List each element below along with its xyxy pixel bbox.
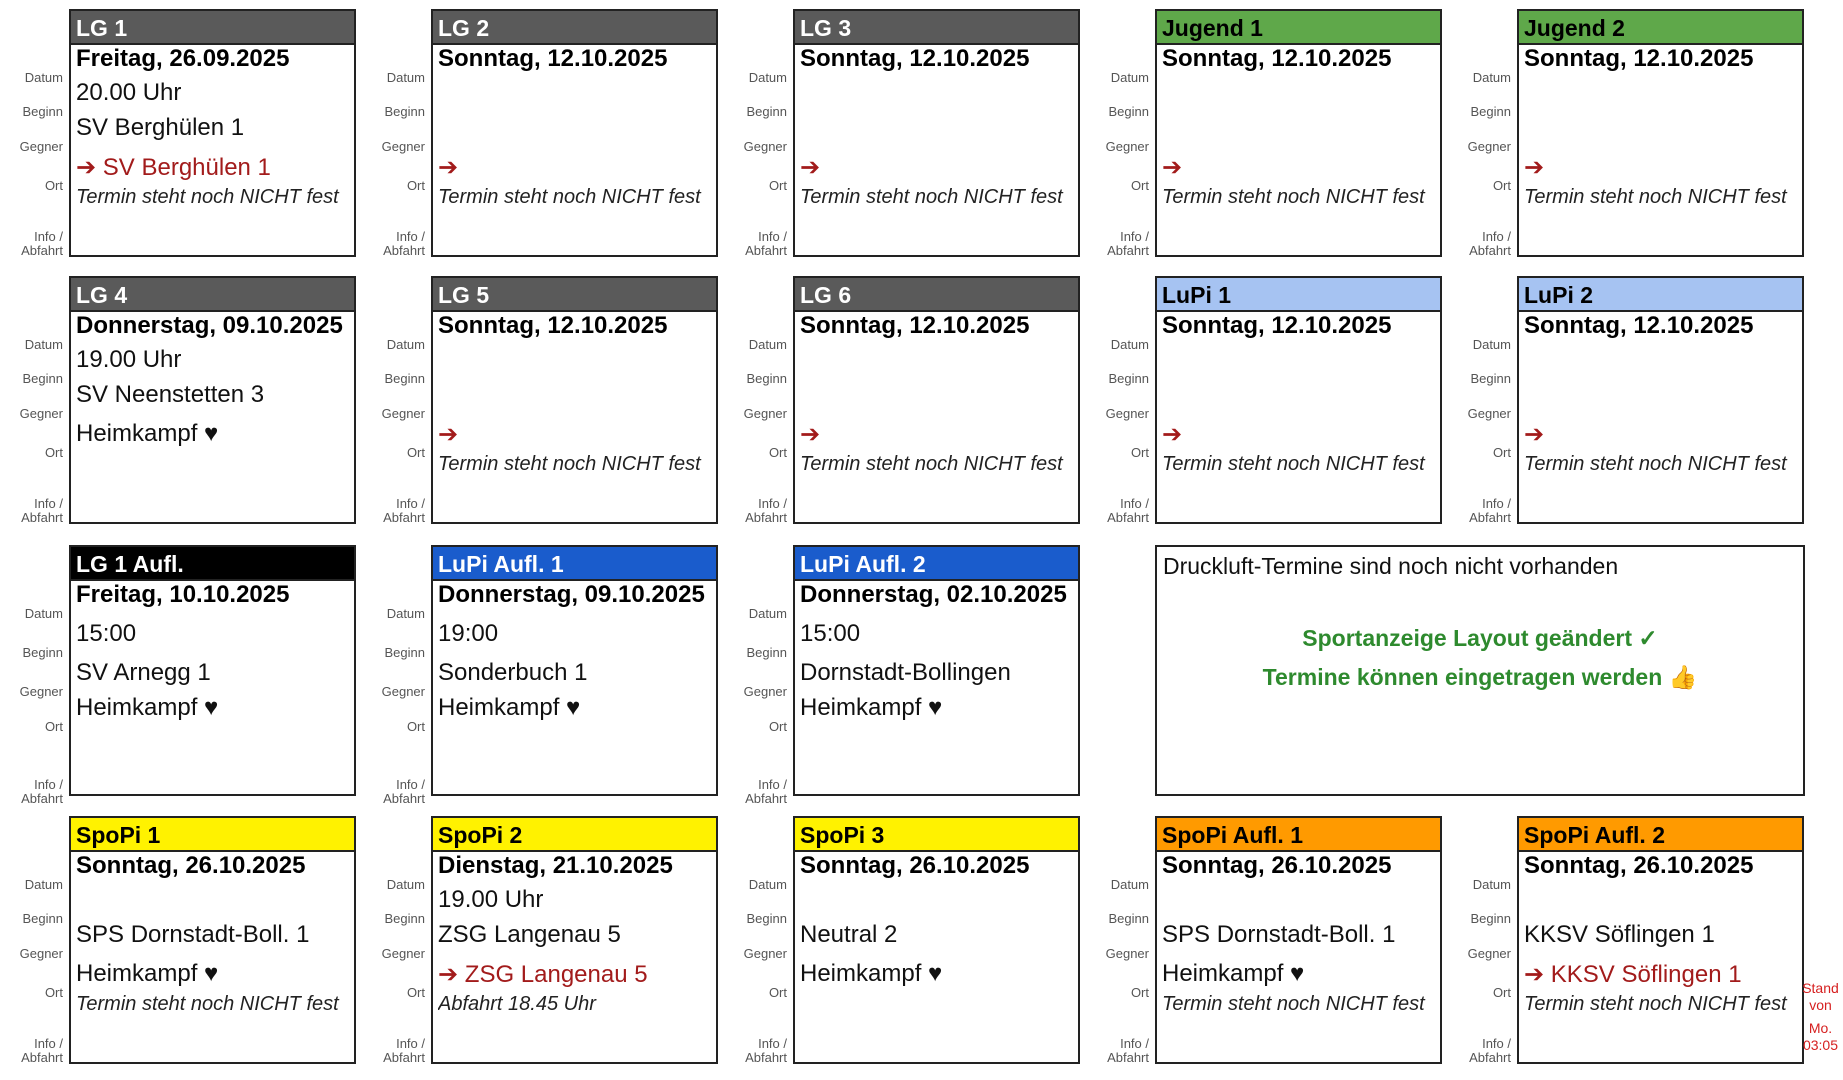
card-spopi-1 [69,816,356,1064]
away-arrow-icon: ➔ [1162,154,1183,181]
card-gegner: KKSV Söflingen 1 [1524,921,1715,948]
label-datum: Datum [1110,877,1149,892]
card-title: LG 5 [433,278,716,312]
card-datum: Sonntag, 26.10.2025 [1524,852,1754,879]
card-title: SpoPi 1 [71,818,354,852]
label-abfahrt: Abfahrt [745,1050,787,1065]
away-arrow-icon: ➔ [1524,421,1545,448]
card-ort [76,420,350,448]
label-abfahrt: Abfahrt [1469,510,1511,525]
label-abfahrt: Abfahrt [383,1050,425,1065]
label-info: Info / [396,777,425,792]
label-gegner: Gegner [743,946,787,961]
label-info: Info / [1120,1036,1149,1051]
label-beginn: Beginn [22,104,63,119]
label-datum: Datum [24,606,63,621]
card-info: Termin steht noch NICHT fest [1162,453,1425,475]
card-jugend-1 [1155,9,1442,257]
label-ort: Ort [1130,178,1149,193]
card-ort [438,420,712,449]
card-ort [1162,420,1436,449]
label-gegner: Gegner [19,139,63,154]
card-lg-1-aufl [69,545,356,796]
home-match-label: Heimkampf ♥ [76,694,219,721]
card-lg-5 [431,276,718,524]
label-abfahrt: Abfahrt [1107,243,1149,258]
card-title: LuPi 2 [1519,278,1802,312]
card-ort [1524,153,1798,182]
label-beginn: Beginn [1470,371,1511,386]
label-gegner: Gegner [1105,946,1149,961]
card-ort [1524,420,1798,449]
card-gegner: SV Neenstetten 3 [76,381,265,408]
label-beginn: Beginn [1108,371,1149,386]
card-ort [1524,960,1798,989]
away-location: ZSG Langenau 5 [464,961,648,988]
card-title: Jugend 1 [1157,11,1440,45]
label-info: Info / [1120,496,1149,511]
label-ort: Ort [406,719,425,734]
card-title: LG 1 Aufl. [71,547,354,581]
home-match-label: Heimkampf ♥ [76,960,219,987]
card-info: Termin steht noch NICHT fest [800,186,1063,208]
label-gegner: Gegner [381,684,425,699]
card-ort [438,694,712,722]
card-spopi-aufl-2 [1517,816,1804,1064]
away-arrow-icon: ➔ [438,421,459,448]
label-gegner: Gegner [381,946,425,961]
label-datum: Datum [748,70,787,85]
away-arrow-icon: ➔ [800,154,821,181]
card-ort [76,153,350,182]
card-datum: Donnerstag, 02.10.2025 [800,581,1067,608]
label-beginn: Beginn [384,371,425,386]
label-beginn: Beginn [384,911,425,926]
label-datum: Datum [24,337,63,352]
label-info: Info / [1120,229,1149,244]
card-info: Termin steht noch NICHT fest [1162,993,1425,1015]
card-gegner: Dornstadt-Bollingen [800,659,1011,686]
card-spopi-3 [793,816,1080,1064]
label-abfahrt: Abfahrt [745,791,787,806]
notice-box [1155,545,1805,796]
label-datum: Datum [1110,337,1149,352]
label-info: Info / [758,496,787,511]
card-ort [438,153,712,182]
home-match-label: Heimkampf ♥ [438,694,581,721]
label-beginn: Beginn [1470,911,1511,926]
card-ort [1162,153,1436,182]
card-ort [1162,960,1436,988]
label-gegner: Gegner [19,406,63,421]
card-lupi-aufl-1 [431,545,718,796]
card-jugend-2 [1517,9,1804,257]
label-gegner: Gegner [381,406,425,421]
label-datum: Datum [386,337,425,352]
card-ort [76,960,350,988]
notice-title: Druckluft-Termine sind noch nicht vorhanden [1163,553,1619,579]
label-info: Info / [1482,496,1511,511]
label-ort: Ort [768,719,787,734]
away-arrow-icon: ➔ [800,421,821,448]
card-datum: Sonntag, 12.10.2025 [438,45,668,72]
away-arrow-icon: ➔ [1162,421,1183,448]
card-title: SpoPi 3 [795,818,1078,852]
label-gegner: Gegner [19,946,63,961]
label-info: Info / [1482,229,1511,244]
card-title: LG 6 [795,278,1078,312]
label-info: Info / [758,1036,787,1051]
stand-time: 03:05 [1802,1037,1839,1053]
label-beginn: Beginn [1108,911,1149,926]
card-lupi-2 [1517,276,1804,524]
card-info: Termin steht noch NICHT fest [1524,993,1787,1015]
label-datum: Datum [24,877,63,892]
home-match-label: Heimkampf ♥ [76,420,219,447]
label-ort: Ort [44,985,63,1000]
card-title: LuPi Aufl. 1 [433,547,716,581]
label-info: Info / [34,777,63,792]
card-gegner: SV Arnegg 1 [76,659,211,686]
card-gegner: ZSG Langenau 5 [438,921,621,948]
card-lg-4 [69,276,356,524]
card-title: SpoPi 2 [433,818,716,852]
card-info: Abfahrt 18.45 Uhr [438,993,596,1015]
label-info: Info / [1482,1036,1511,1051]
label-abfahrt: Abfahrt [383,243,425,258]
card-gegner: Sonderbuch 1 [438,659,588,686]
card-lg-6 [793,276,1080,524]
label-beginn: Beginn [1470,104,1511,119]
card-info: Termin steht noch NICHT fest [438,453,701,475]
card-lg-3 [793,9,1080,257]
label-datum: Datum [386,606,425,621]
label-gegner: Gegner [1467,406,1511,421]
label-beginn: Beginn [22,911,63,926]
card-title: LG 4 [71,278,354,312]
card-datum: Sonntag, 12.10.2025 [1524,312,1754,339]
label-datum: Datum [1472,877,1511,892]
label-gegner: Gegner [743,684,787,699]
label-abfahrt: Abfahrt [383,791,425,806]
card-datum: Sonntag, 12.10.2025 [1524,45,1754,72]
card-datum: Sonntag, 12.10.2025 [1162,45,1392,72]
card-ort [800,694,1074,722]
label-ort: Ort [406,985,425,1000]
card-spopi-2 [431,816,718,1064]
label-ort: Ort [1492,445,1511,460]
label-ort: Ort [768,985,787,1000]
label-ort: Ort [44,445,63,460]
card-spopi-aufl-1 [1155,816,1442,1064]
label-info: Info / [34,229,63,244]
card-beginn: 19.00 Uhr [76,346,182,373]
card-datum: Sonntag, 26.10.2025 [1162,852,1392,879]
card-title: LG 3 [795,11,1078,45]
away-location: KKSV Söflingen 1 [1550,961,1742,988]
label-ort: Ort [44,178,63,193]
label-datum: Datum [386,877,425,892]
away-arrow-icon: ➔ [438,961,459,988]
card-datum: Sonntag, 12.10.2025 [438,312,668,339]
label-abfahrt: Abfahrt [21,791,63,806]
stand-von-label: von [1809,997,1832,1013]
label-abfahrt: Abfahrt [1107,510,1149,525]
label-beginn: Beginn [746,645,787,660]
label-beginn: Beginn [384,645,425,660]
label-ort: Ort [406,445,425,460]
label-info: Info / [758,229,787,244]
away-arrow-icon: ➔ [438,154,459,181]
label-gegner: Gegner [19,684,63,699]
away-location: SV Berghülen 1 [102,154,271,181]
label-gegner: Gegner [381,139,425,154]
card-datum: Donnerstag, 09.10.2025 [76,312,343,339]
label-abfahrt: Abfahrt [21,1050,63,1065]
label-datum: Datum [386,70,425,85]
label-ort: Ort [1492,178,1511,193]
label-ort: Ort [1492,985,1511,1000]
home-match-label: Heimkampf ♥ [1162,960,1305,987]
card-info: Termin steht noch NICHT fest [1524,453,1787,475]
card-gegner: SPS Dornstadt-Boll. 1 [1162,921,1396,948]
away-arrow-icon: ➔ [1524,961,1545,988]
label-gegner: Gegner [1467,946,1511,961]
card-beginn: 19:00 [438,620,499,647]
label-datum: Datum [24,70,63,85]
label-info: Info / [396,1036,425,1051]
label-datum: Datum [1472,70,1511,85]
home-match-label: Heimkampf ♥ [800,960,943,987]
label-gegner: Gegner [743,406,787,421]
card-ort [800,153,1074,182]
label-abfahrt: Abfahrt [1469,1050,1511,1065]
card-ort [76,694,350,722]
label-datum: Datum [748,337,787,352]
stand-label: Stand [1802,980,1839,996]
away-arrow-icon: ➔ [76,154,97,181]
card-datum: Freitag, 26.09.2025 [76,45,290,72]
label-datum: Datum [748,877,787,892]
label-beginn: Beginn [22,371,63,386]
card-datum: Sonntag, 12.10.2025 [1162,312,1392,339]
card-datum: Sonntag, 26.10.2025 [800,852,1030,879]
label-abfahrt: Abfahrt [1107,1050,1149,1065]
card-gegner: SV Berghülen 1 [76,114,245,141]
card-beginn: 19.00 Uhr [438,886,544,913]
card-lupi-aufl-2 [793,545,1080,796]
label-abfahrt: Abfahrt [21,510,63,525]
label-ort: Ort [768,445,787,460]
card-title: SpoPi Aufl. 1 [1157,818,1440,852]
card-title: Jugend 2 [1519,11,1802,45]
card-beginn: 20.00 Uhr [76,79,182,106]
label-datum: Datum [1472,337,1511,352]
notice-line-dates-can-be-entered: Termine können eingetragen werden 👍 [1262,664,1698,690]
label-ort: Ort [1130,445,1149,460]
card-datum: Sonntag, 12.10.2025 [800,45,1030,72]
card-gegner: SPS Dornstadt-Boll. 1 [76,921,310,948]
label-ort: Ort [406,178,425,193]
card-gegner: Neutral 2 [800,921,898,948]
card-title: LG 2 [433,11,716,45]
card-title: LuPi 1 [1157,278,1440,312]
home-match-label: Heimkampf ♥ [800,694,943,721]
label-info: Info / [34,496,63,511]
card-datum: Sonntag, 12.10.2025 [800,312,1030,339]
label-ort: Ort [1130,985,1149,1000]
label-datum: Datum [748,606,787,621]
label-info: Info / [758,777,787,792]
card-info: Termin steht noch NICHT fest [800,453,1063,475]
label-beginn: Beginn [384,104,425,119]
card-datum: Freitag, 10.10.2025 [76,581,290,608]
card-info: Termin steht noch NICHT fest [76,186,339,208]
card-lg-1 [69,9,356,257]
label-gegner: Gegner [743,139,787,154]
card-title: SpoPi Aufl. 2 [1519,818,1802,852]
card-info: Termin steht noch NICHT fest [76,993,339,1015]
label-gegner: Gegner [1105,406,1149,421]
card-beginn: 15:00 [800,620,861,647]
label-abfahrt: Abfahrt [21,243,63,258]
card-ort [438,960,712,989]
label-beginn: Beginn [746,104,787,119]
label-abfahrt: Abfahrt [383,510,425,525]
label-beginn: Beginn [22,645,63,660]
card-lg-2 [431,9,718,257]
label-abfahrt: Abfahrt [1469,243,1511,258]
card-info: Termin steht noch NICHT fest [1524,186,1787,208]
label-beginn: Beginn [746,911,787,926]
label-info: Info / [396,496,425,511]
label-beginn: Beginn [746,371,787,386]
label-info: Info / [396,229,425,244]
card-ort [800,960,1074,988]
card-lupi-1 [1155,276,1442,524]
label-datum: Datum [1110,70,1149,85]
card-info: Termin steht noch NICHT fest [438,186,701,208]
card-title: LG 1 [71,11,354,45]
label-abfahrt: Abfahrt [745,510,787,525]
notice-line-layout-changed: Sportanzeige Layout geändert ✓ [1302,625,1658,651]
card-datum: Dienstag, 21.10.2025 [438,852,673,879]
label-gegner: Gegner [1105,139,1149,154]
card-ort [800,420,1074,449]
label-gegner: Gegner [1467,139,1511,154]
label-info: Info / [34,1036,63,1051]
card-datum: Sonntag, 26.10.2025 [76,852,306,879]
card-title: LuPi Aufl. 2 [795,547,1078,581]
label-ort: Ort [768,178,787,193]
stand-day: Mo. [1808,1020,1833,1036]
card-beginn: 15:00 [76,620,137,647]
label-beginn: Beginn [1108,104,1149,119]
status-timestamp [1798,980,1843,1054]
card-info: Termin steht noch NICHT fest [1162,186,1425,208]
label-abfahrt: Abfahrt [745,243,787,258]
card-datum: Donnerstag, 09.10.2025 [438,581,705,608]
label-ort: Ort [44,719,63,734]
away-arrow-icon: ➔ [1524,154,1545,181]
